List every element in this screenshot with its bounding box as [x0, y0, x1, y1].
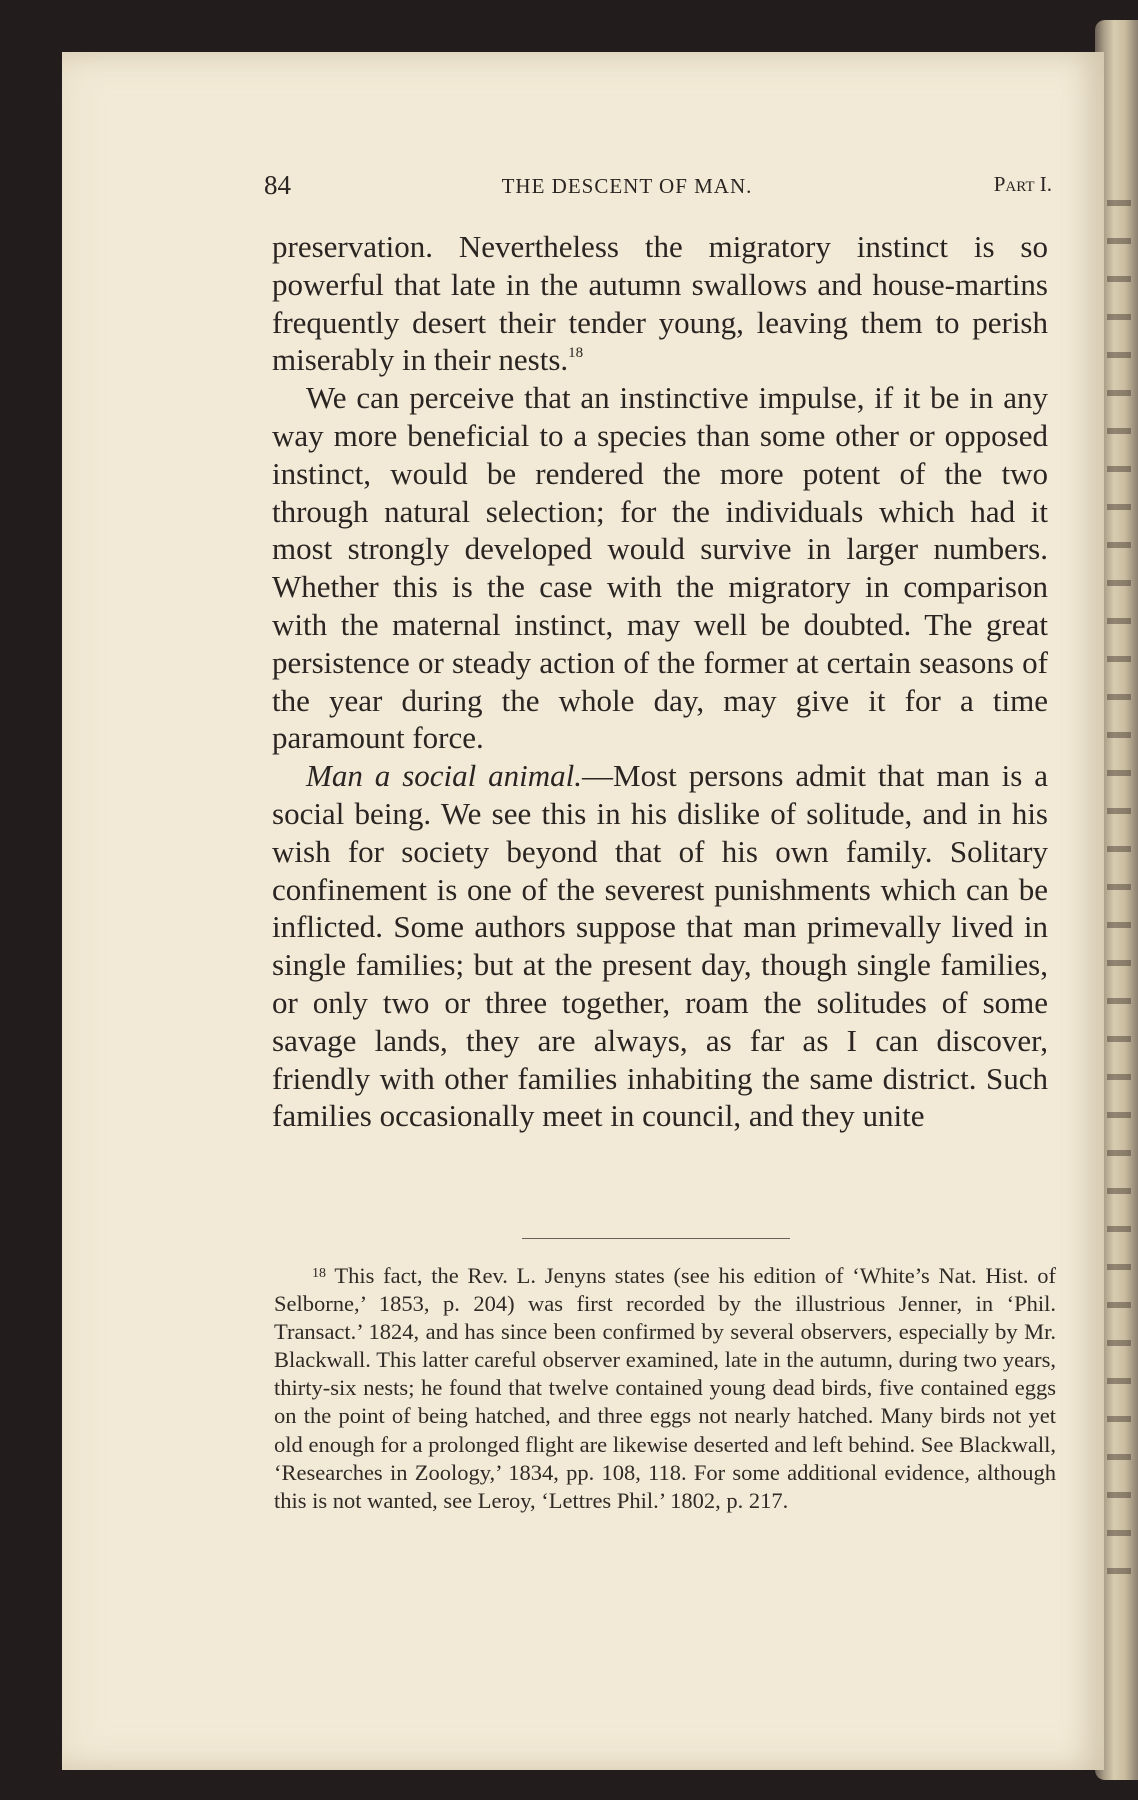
body-text	[272, 228, 1048, 1135]
paragraph	[272, 228, 1048, 379]
page-number: 84	[264, 170, 291, 200]
paragraph	[272, 379, 1048, 757]
part-label: Part I.	[993, 172, 1052, 196]
footnote-reference[interactable]: 18	[568, 345, 584, 362]
paragraph-text: —Most persons admit that man is a social being. We see this in his dislike of solitude, and in his wish for society beyond that of his own family. Solitary confinement is one of the severest punishments which can be inflicted. Some authors suppose that man primevally lived in single families; but at the present day, though single families, or only two or three together, roam the solitudes of some savage lands, they are always, as far as I can discover, friendly with other families inhabiting the same district. Such families occasionally meet in council, and they unite	[272, 758, 1048, 1134]
paragraph	[272, 757, 1048, 1135]
section-heading: Man a social animal.	[306, 758, 583, 794]
paragraph-text: preservation. Nevertheless the migratory instinct is so powerful that late in the autumn swallows and house-martins frequently desert their tender young, leaving them to perish miserably in their nests.	[272, 229, 1048, 378]
running-title: THE DESCENT OF MAN.	[501, 174, 753, 198]
running-head	[202, 170, 1052, 206]
footnote	[274, 1262, 1056, 1515]
footnote-number: 18	[312, 1266, 326, 1281]
footnote-text: This fact, the Rev. L. Jenyns states (see his edition of ‘White’s Nat. Hist. of Selborne,’ 1853, p. 204) was first recorded by the illustrious Jenner, in ‘Phil. Transact.’ 1824, and has since been confirmed by several observers, especially by Mr. Blackwall. This latter careful observer examined, late in the autumn, during two years, thirty-six nests; he found that twelve contained young dead birds, five contained eggs on the point of being hatched, and three eggs not nearly hatched. Many birds not yet old enough for a prolonged flight are likewise deserted and left behind. See Blackwall, ‘Researches in Zoology,’ 1834, pp. 108, 118. For some additional evidence, although this is not wanted, see Leroy, ‘Lettres Phil.’ 1802, p. 217.	[274, 1263, 1056, 1513]
footnote-divider	[522, 1238, 790, 1239]
paragraph-text: We can perceive that an instinctive impulse, if it be in any way more beneficial to a species than some other or opposed instinct, would be rendered the more potent of the two through natural selection; for the individuals which had it most strongly developed would survive in larger numbers. Whether this is the case with the migratory in comparison with the maternal instinct, may well be doubted. The great persistence or steady action of the former at certain seasons of the year during the whole day, may give it for a time paramount force.	[272, 380, 1048, 756]
